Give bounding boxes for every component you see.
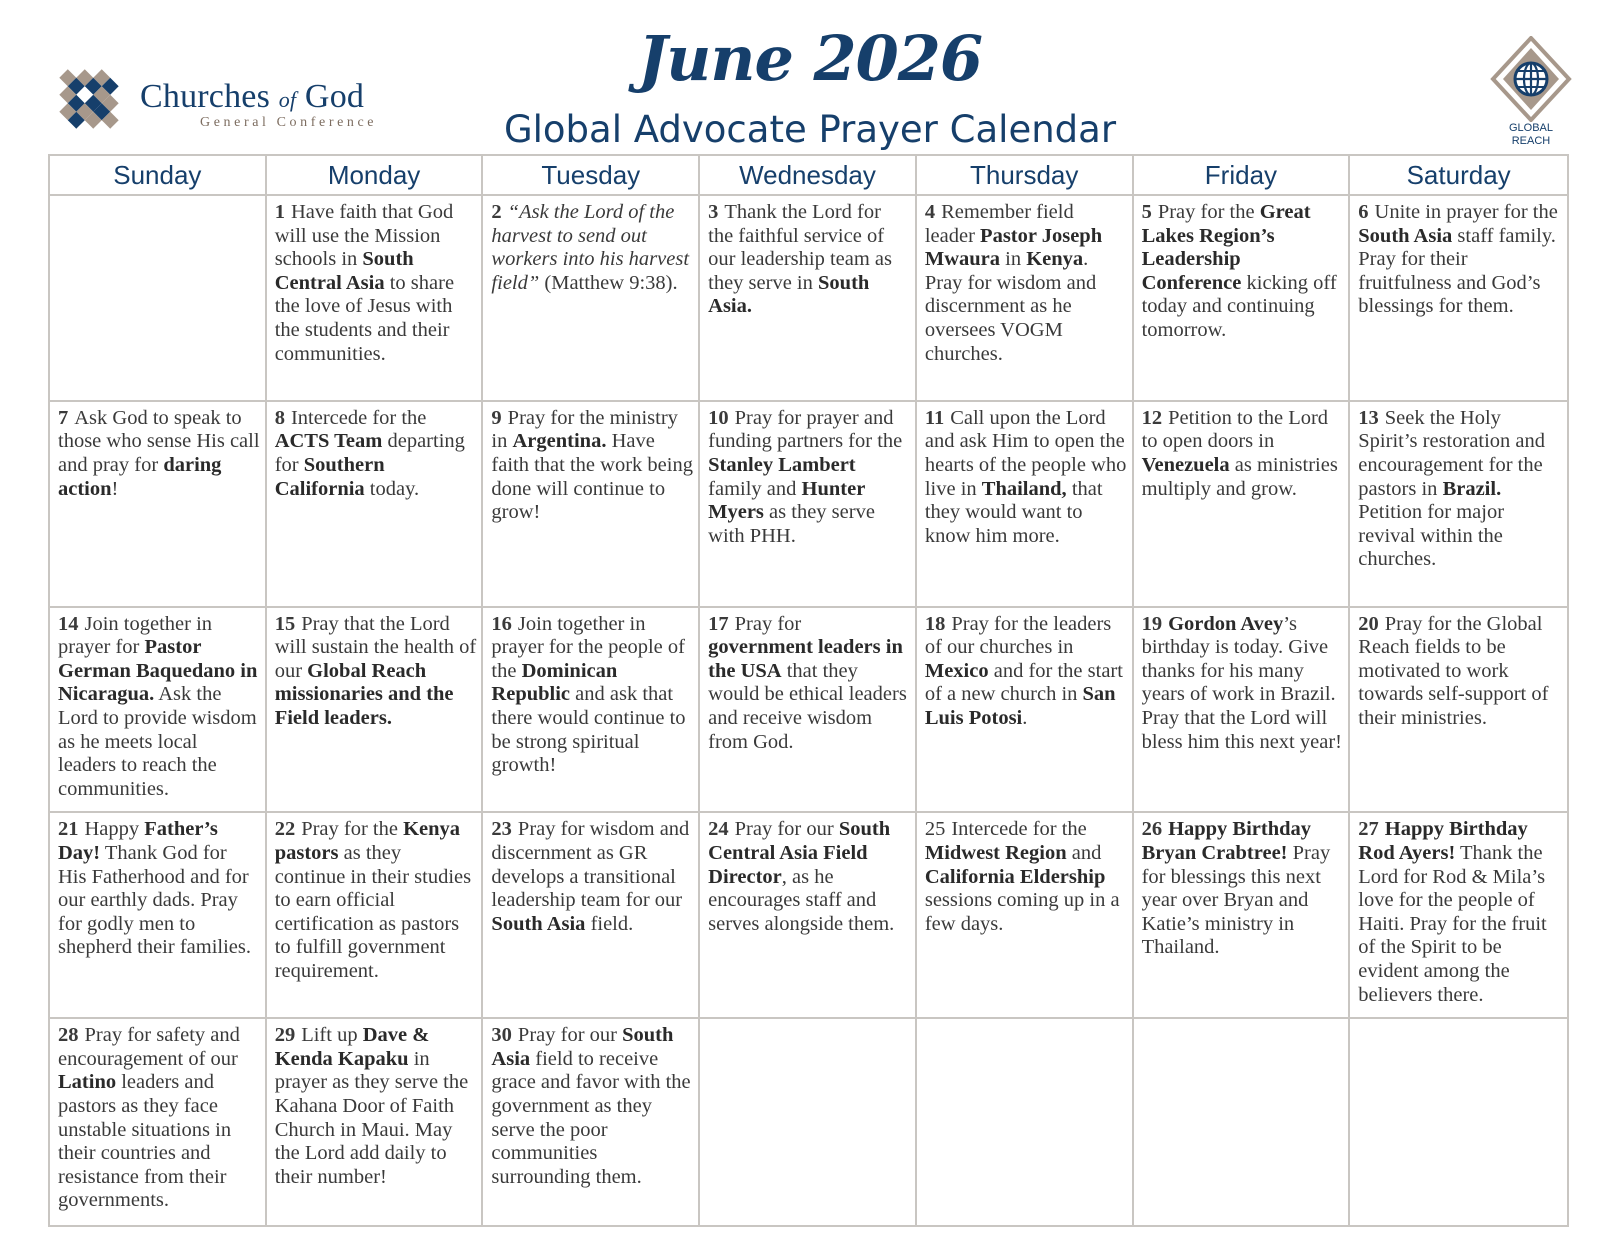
day-number: 5 [1141,201,1152,223]
day-cell-empty [1134,1019,1351,1225]
day-cell-14: 14 Join together in prayer for Pastor German Baquedano in Nicaragua. Ask the Lord to provide wisdom as he meets local leaders to reach the communities. [50,608,267,814]
day-cell-4: 4 Remember field leader Pastor Joseph Mwaura in Kenya. Pray for wisdom and discernment as he oversees VOGM churches. [917,196,1134,402]
day-number: 15 [274,612,296,635]
day-cell-24: 24 Pray for our South Central Asia Field Director, as he encourages staff and serves alongside them. [700,813,917,1019]
day-cell-18: 18 Pray for the leaders of our churches in Mexico and for the start of a new church in San Luis Potosi. [917,608,1134,814]
day-number: 12 [1141,406,1163,429]
day-cell-16: 16 Join together in prayer for the people of the Dominican Republic and ask that there would continue to be strong spiritual growth! [483,608,700,814]
day-number: 6 [1358,201,1369,223]
org-name: Churches of God [140,78,365,115]
day-number: 14 [58,612,79,635]
day-number: 22 [274,818,296,841]
day-number: 17 [708,612,729,635]
calendar-grid [48,154,1569,1227]
day-cell-empty [50,196,267,402]
weekday-friday: Friday [1134,156,1351,196]
day-number: 1 [274,201,285,223]
globe-icon [1485,36,1577,122]
day-cell-1: 1 Have faith that God will use the Mission schools in South Central Asia to share the love of Jesus with the students and their communities. [267,196,484,402]
day-cell-13: 13 Seek the Holy Spirit’s restoration and encouragement for the pastors in Brazil. Petition for major revival within the churches. [1350,402,1567,608]
day-number: 9 [491,406,502,429]
day-number: 25 [924,818,946,841]
day-cell-21: 21 Happy Father’s Day! Thank God for His Fatherhood and for our earthly dads. Pray for godly men to shepherd their families. [50,813,267,1019]
day-number: 2 [491,201,502,223]
org-subtitle: General Conference [200,115,378,130]
day-number: 20 [1358,612,1379,635]
day-cell-29: 29 Lift up Dave & Kenda Kapaku in prayer as they serve the Kahana Door of Faith Church in Maui. May the Lord add daily to their number! [267,1019,484,1225]
global-reach-logo [1485,36,1577,150]
weekday-sunday: Sunday [50,156,267,196]
day-cell-15: 15 Pray that the Lord will sustain the health of our Global Reach missionaries and the Field leaders. [267,608,484,814]
day-cell-28: 28 Pray for safety and encouragement of our Latino leaders and pastors as they face unstable situations in their countries and resistance from their governments. [50,1019,267,1225]
day-number: 13 [1358,406,1379,429]
day-cell-5: 5 Pray for the Great Lakes Region’s Leadership Conference kicking off today and continuing tomorrow. [1134,196,1351,402]
day-number: 24 [708,818,729,841]
day-cell-8: 8 Intercede for the ACTS Team departing for Southern California today. [267,402,484,608]
day-cell-empty [700,1019,917,1225]
quilt-pattern-icon [48,58,130,140]
day-cell-30: 30 Pray for our South Asia field to receive grace and favor with the government as they serve the poor communities surrounding them. [483,1019,700,1225]
day-cell-11: 11 Call upon the Lord and ask Him to open the hearts of the people who live in Thailand, that they would want to know him more. [917,402,1134,608]
day-number: 30 [491,1024,512,1047]
day-cell-empty [1350,1019,1567,1225]
weekday-wednesday: Wednesday [700,156,917,196]
day-number: 28 [58,1024,79,1047]
churches-of-god-logo [48,58,388,142]
day-cell-17: 17 Pray for government leaders in the USA that they would be ethical leaders and receive wisdom from God. [700,608,917,814]
day-cell-3: 3 Thank the Lord for the faithful service of our leadership team as they serve in South Asia. [700,196,917,402]
day-cell-6: 6 Unite in prayer for the South Asia staff family. Pray for their fruitfulness and God’s blessings for them. [1350,196,1567,402]
weekday-thursday: Thursday [917,156,1134,196]
day-number: 27 [1358,818,1379,841]
day-cell-empty [917,1019,1134,1225]
day-number: 23 [491,818,512,841]
day-number: 29 [274,1024,296,1047]
day-number: 8 [274,406,285,429]
day-number: 16 [491,612,512,635]
global-reach-label: GLOBAL REACH [1508,122,1554,147]
day-cell-25: 25 Intercede for the Midwest Region and California Eldership sessions coming up in a few days. [917,813,1134,1019]
day-cell-10: 10 Pray for prayer and funding partners for the Stanley Lambert family and Hunter Myers as they serve with PHH. [700,402,917,608]
day-number: 7 [58,406,69,429]
day-number: 4 [924,201,936,223]
weekday-monday: Monday [267,156,484,196]
page-title: June 2026 [637,22,983,95]
day-number: 21 [58,818,79,841]
day-number: 19 [1141,612,1163,635]
weekday-saturday: Saturday [1350,156,1567,196]
weekday-tuesday: Tuesday [483,156,700,196]
day-cell-7: 7 Ask God to speak to those who sense His call and pray for daring action! [50,402,267,608]
day-cell-9: 9 Pray for the ministry in Argentina. Have faith that the work being done will continue to grow! [483,402,700,608]
day-cell-19: 19 Gordon Avey’s birthday is today. Give thanks for his many years of work in Brazil. Pray that the Lord will bless him this next year! [1134,608,1351,814]
day-cell-27: 27 Happy Birthday Rod Ayers! Thank the Lord for Rod & Mila’s love for the people of Haiti. Pray for the fruit of the Spirit to be evident among the believers there. [1350,813,1567,1019]
day-number: 3 [708,201,719,223]
day-cell-20: 20 Pray for the Global Reach fields to be motivated to work towards self-support of their ministries. [1350,608,1567,814]
day-number: 18 [924,612,946,635]
day-cell-23: 23 Pray for wisdom and discernment as GR develops a transitional leadership team for our South Asia field. [483,813,700,1019]
day-number: 10 [708,406,729,429]
day-number: 26 [1141,818,1163,841]
day-cell-12: 12 Petition to the Lord to open doors in Venezuela as ministries multiply and grow. [1134,402,1351,608]
day-cell-2: 2 “Ask the Lord of the harvest to send out workers into his harvest field” (Matthew 9:38). [483,196,700,402]
day-cell-22: 22 Pray for the Kenya pastors as they continue in their studies to earn official certification as pastors to fulfill government requirement. [267,813,484,1019]
page-subtitle: Global Advocate Prayer Calendar [503,108,1117,151]
day-cell-26: 26 Happy Birthday Bryan Crabtree! Pray for blessings this next year over Bryan and Katie’s ministry in Thailand. [1134,813,1351,1019]
day-number: 11 [924,406,945,429]
